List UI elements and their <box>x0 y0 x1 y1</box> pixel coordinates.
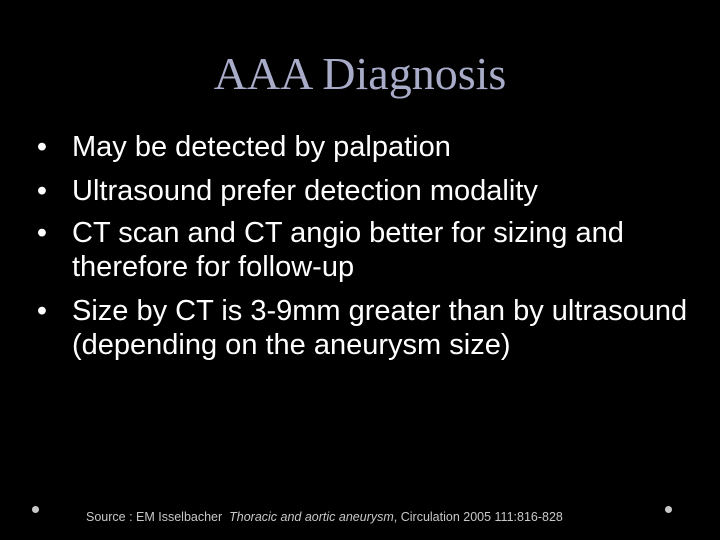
source-title: Thoracic and aortic aneurysm <box>229 510 394 524</box>
bullet-marker: • <box>36 295 48 327</box>
bullet-text: Ultrasound prefer detection modality <box>72 175 538 207</box>
source-suffix: , Circulation 2005 111:816-828 <box>393 510 563 524</box>
bullet-item <box>30 130 700 164</box>
bullet-text: CT scan and CT angio better for sizing and therefore for follow-up <box>72 217 624 283</box>
source-citation <box>86 509 563 525</box>
bullet-marker: • <box>36 131 48 163</box>
bullet-marker: • <box>36 217 48 249</box>
footer-dot-icon <box>32 506 39 513</box>
bullet-list <box>30 130 700 372</box>
footer-dot-icon <box>665 506 672 513</box>
bullet-marker: • <box>36 175 48 207</box>
slide-title: AAA Diagnosis <box>213 48 507 99</box>
source-prefix: Source : EM Isselbacher <box>86 510 223 524</box>
bullet-text: May be detected by palpation <box>72 131 451 163</box>
bullet-text: Size by CT is 3-9mm greater than by ultrasound (depending on the aneurysm size) <box>72 295 688 361</box>
bullet-item <box>30 216 700 284</box>
bullet-item <box>30 174 700 208</box>
bullet-item <box>30 294 700 362</box>
